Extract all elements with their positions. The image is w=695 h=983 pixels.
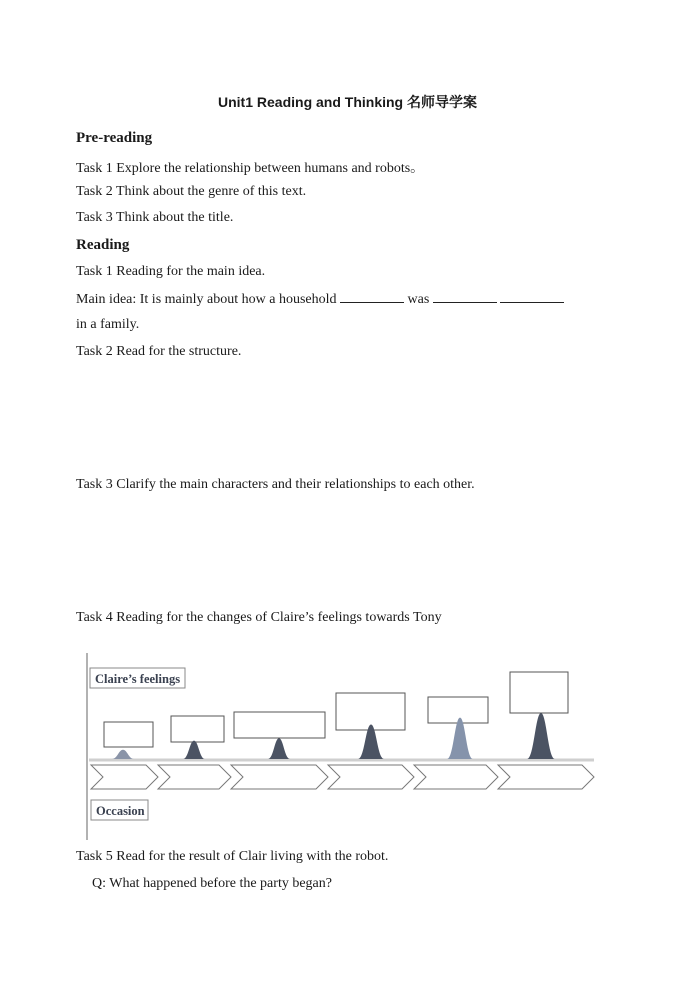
pre-reading-task-3: Task 3 Think about the title. (76, 210, 234, 225)
feeling-box-2[interactable] (171, 716, 224, 742)
occasion-arrow-6[interactable] (498, 765, 594, 789)
main-idea-line (76, 290, 564, 308)
reading-task-5: Task 5 Read for the result of Clair living with the robot. (76, 849, 389, 864)
blank-1[interactable] (340, 290, 404, 303)
pre-reading-heading: Pre-reading (76, 130, 153, 146)
reading-task-2: Task 2 Read for the structure. (76, 344, 242, 359)
feelings-label: Claire’s feelings (95, 672, 181, 686)
feeling-box-3[interactable] (234, 712, 325, 738)
pre-reading-task-2: Task 2 Think about the genre of this text. (76, 184, 307, 199)
main-idea-text: Main idea: It is mainly about how a household (76, 292, 337, 307)
occasion-label: Occasion (96, 804, 145, 818)
feeling-box-5[interactable] (428, 697, 488, 723)
occasion-arrow-3[interactable] (231, 765, 328, 789)
reading-heading: Reading (76, 237, 130, 253)
main-idea-was: was (407, 292, 430, 307)
occasion-arrow-5[interactable] (414, 765, 498, 789)
main-idea-end: in a family. (76, 317, 140, 332)
reading-task-3: Task 3 Clarify the main characters and their relationships to each other. (76, 477, 475, 492)
feeling-box-4[interactable] (336, 693, 405, 730)
blank-3[interactable] (500, 290, 564, 303)
page-title: Unit1 Reading and Thinking 名师导学案 (218, 94, 477, 110)
reading-task-1: Task 1 Reading for the main idea. (76, 264, 266, 279)
question: Q: What happened before the party began? (92, 876, 332, 891)
feelings-diagram (86, 653, 598, 840)
feeling-box-6[interactable] (510, 672, 568, 713)
blank-2[interactable] (433, 290, 497, 303)
pre-reading-task-1: Task 1 Explore the relationship between humans and robots。 (76, 161, 425, 176)
reading-task-4: Task 4 Reading for the changes of Claire’s feelings towards Tony (76, 610, 442, 625)
occasion-arrow-4[interactable] (328, 765, 414, 789)
feeling-box-1[interactable] (104, 722, 153, 747)
